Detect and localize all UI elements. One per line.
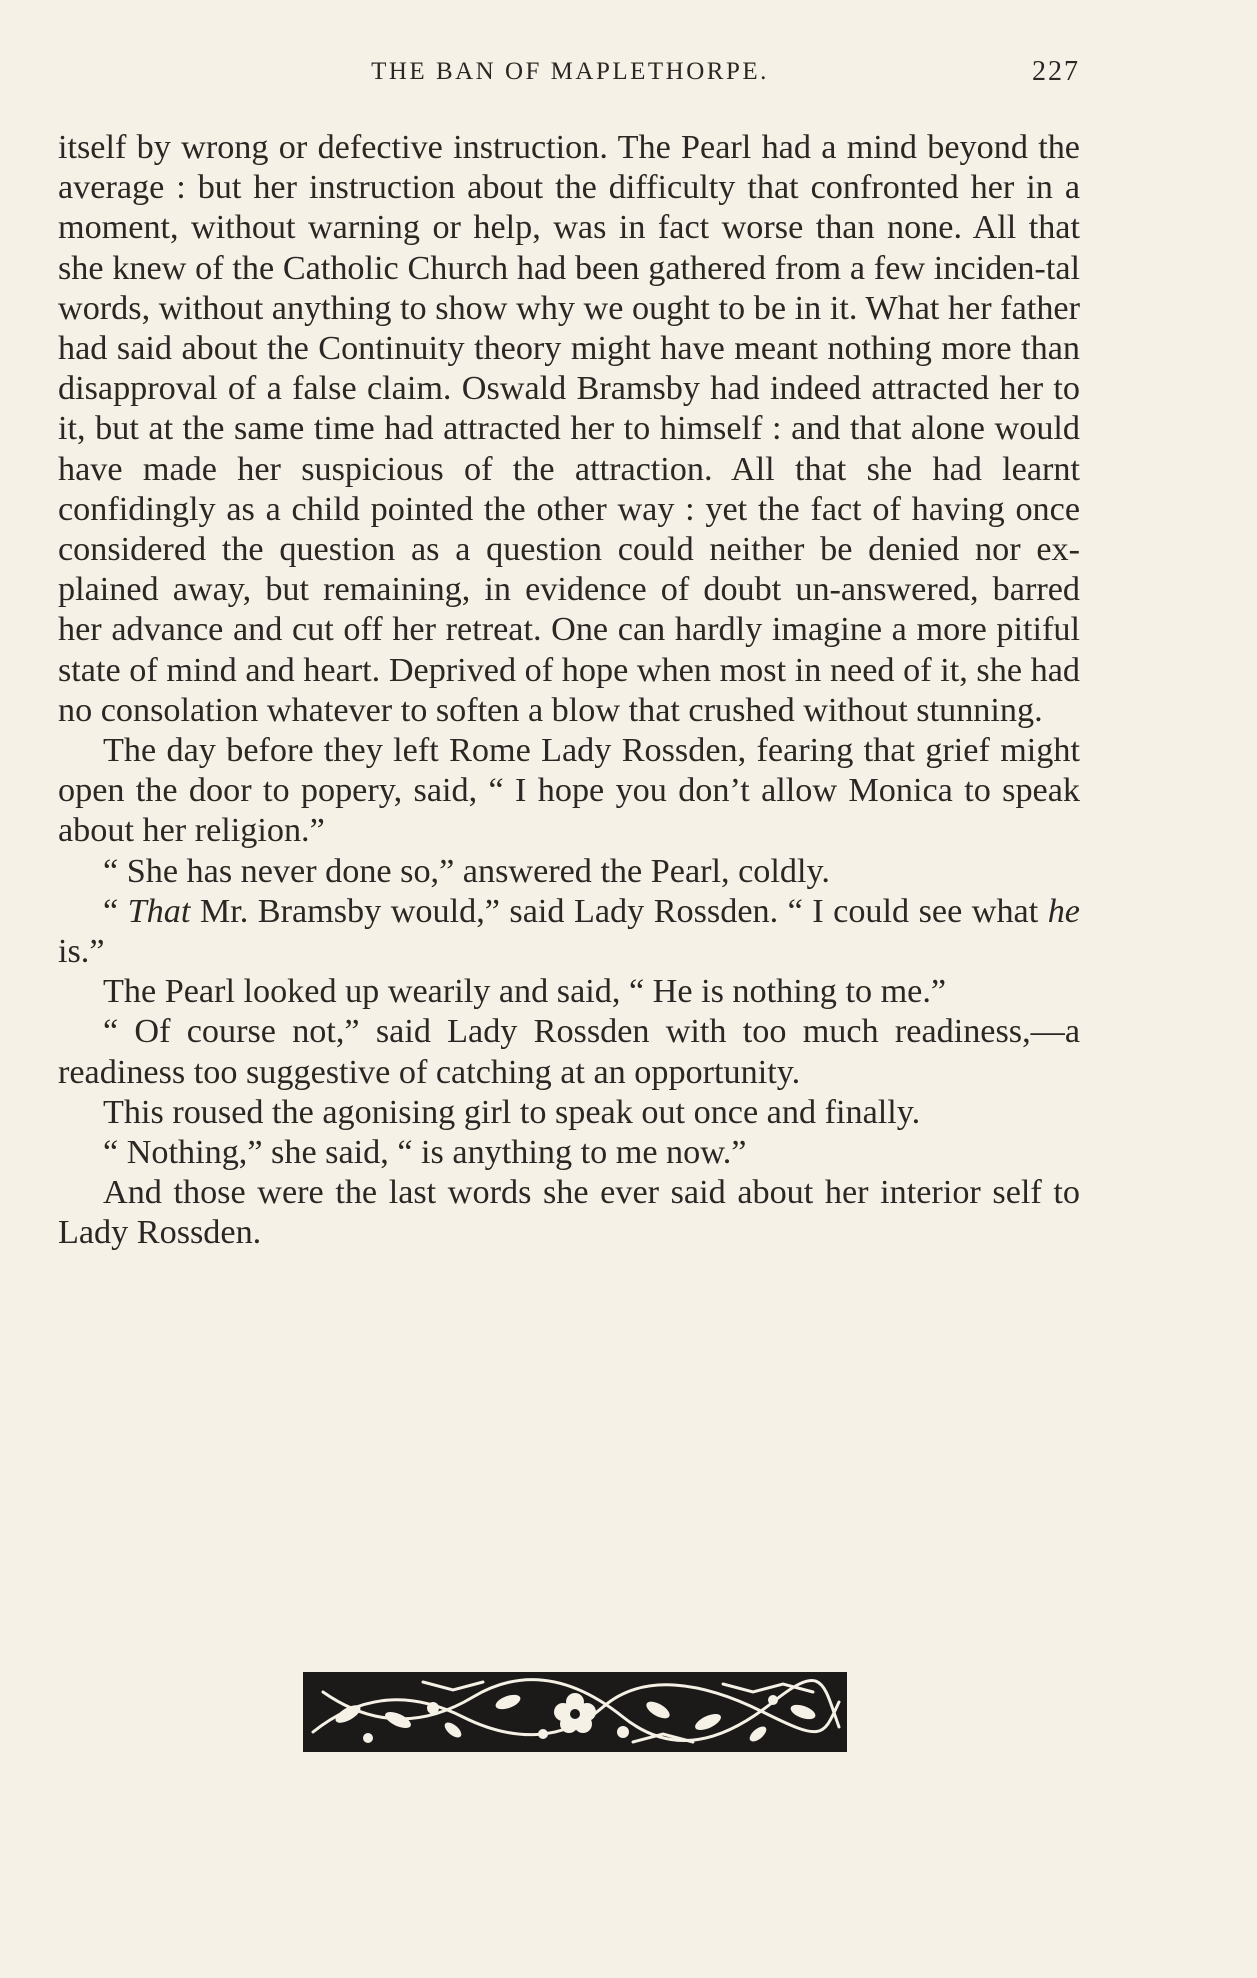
paragraph: This roused the agonising girl to speak out once and finally. xyxy=(103,1093,921,1131)
text-span: “ xyxy=(103,892,128,930)
running-head xyxy=(60,52,1080,92)
italic-word: That xyxy=(127,892,191,930)
paragraph: “ Of course not,” said Lady Rossden with too much readiness,—a readiness too suggestive of catching at an opportunity. xyxy=(58,1013,1080,1091)
paragraph: The day before they left Rome Lady Rossden, fearing that grief might open the door to popery, said, “ I hope you don’t allow Monica to speak about her religion.” xyxy=(58,732,1080,850)
body-text xyxy=(58,128,1080,1254)
italic-word: he xyxy=(1047,892,1080,930)
floral-tailpiece-ornament-icon xyxy=(303,1672,847,1752)
paragraph: And those were the last words she ever said about her interior self to Lady Rossden. xyxy=(58,1174,1080,1252)
paragraph: “ She has never done so,” answered the Pearl, coldly. xyxy=(103,852,830,890)
paragraph-continued: itself by wrong or defective instruction. The Pearl had a mind beyond the average : but her instruction about the difficulty that confronted her in a moment, without warning or help, was in fact worse than none. All that she knew of the Catholic Church had been gathered from a few inciden-tal words, without anything to show why we ought to be in it. What her father had said about the Continuity theory might have meant nothing more than disapproval of a false claim. Oswald Bramsby had indeed attracted her to it, but at the same time had attracted her to himself : and that alone would have made her suspicious of the attraction. All that she had learnt confidingly as a child pointed the other way : yet the fact of having once considered the question as a question could neither be denied nor ex-plained away, but remaining, in evidence of doubt un-answered, barred her advance and cut off her retreat. One can hardly imagine a more pitiful state of mind and heart. Deprived of hope when most in need of it, she had no consolation whatever to soften a blow that crushed without stunning. xyxy=(58,129,1080,729)
paragraph: “ Nothing,” she said, “ is anything to me now.” xyxy=(103,1134,747,1172)
running-title: THE BAN OF MAPLETHORPE. xyxy=(371,58,769,85)
paragraph: The Pearl looked up wearily and said, “ He is nothing to me.” xyxy=(103,973,947,1011)
text-span: is.” xyxy=(58,933,105,971)
page-number: 227 xyxy=(1032,56,1080,87)
text-span: Mr. Bramsby would,” said Lady Rossden. “ I could see what xyxy=(190,892,1048,930)
paragraph-with-italics xyxy=(58,892,1080,972)
